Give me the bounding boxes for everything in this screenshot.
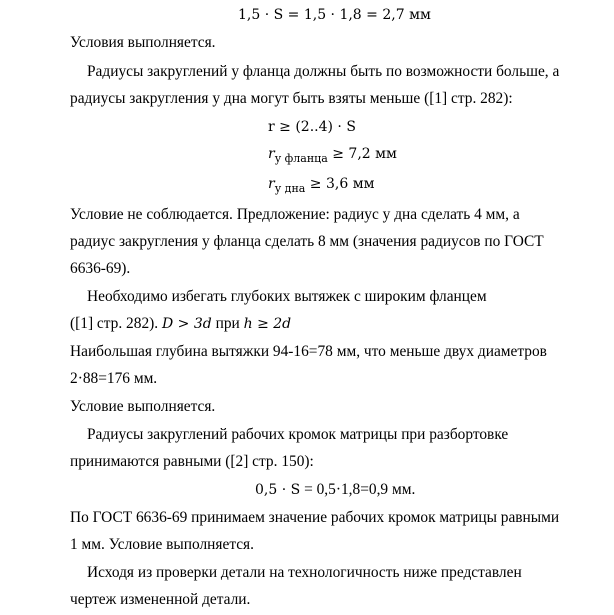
formula-radius-bottom <box>268 174 374 195</box>
formula-radius-flange <box>268 144 397 165</box>
reference-text: ([1] стр. 282). <box>70 315 159 332</box>
paragraph-proposal-line1: Условие не соблюдается. Предложение: радиус у дна сделать 4 мм, а <box>70 206 520 223</box>
paragraph-proposal-line2: радиус закругления у фланца сделать 8 мм (значения радиусов по ГОСТ <box>70 233 544 250</box>
formula-die-radius-math: 0,5 · S <box>255 482 301 498</box>
paragraph-depth-line1: Наибольшая глубина вытяжки 94-16=78 мм, что меньше двух диаметров <box>70 343 547 360</box>
formula-die-radius-value: = 0,5·1,8=0,9 мм. <box>304 481 416 498</box>
paragraph-conclusion-line1: Исходя из проверки детали на технологичность ниже представлен <box>87 564 522 581</box>
subscript-bottom: у дна <box>274 182 306 195</box>
formula-height-ratio: h ≥ 2d <box>243 316 292 332</box>
value-bottom: ≥ 3,6 мм <box>309 176 375 192</box>
paragraph-conclusion-line2: чертеж измененной детали. <box>70 591 251 608</box>
paragraph-deep-draw-line1: Необходимо избегать глубоких вытяжек с широким фланцем <box>87 288 487 305</box>
paragraph-depth-line2: 2·88=176 мм. <box>70 370 158 387</box>
formula-thickness-check: 1,5 · S = 1,5 · 1,8 = 2,7 мм <box>238 7 431 23</box>
formula-diameter-ratio: D > 3d <box>161 316 212 332</box>
subscript-flange: у фланца <box>274 152 328 165</box>
paragraph-proposal-line3: 6636-69). <box>70 260 131 277</box>
paragraph-die-radii-line2: принимаются равными ([2] стр. 150): <box>70 453 314 470</box>
word-pri: при <box>215 315 240 332</box>
symbol-r: r <box>268 176 275 192</box>
formula-radius-range: r ≥ (2..4) · S <box>268 119 356 135</box>
paragraph-radii-line1: Радиусы закруглений у фланца должны быть по возможности больше, а <box>87 63 560 80</box>
symbol-r: r <box>268 146 275 162</box>
paragraph-condition-met: Условия выполняется. <box>70 34 216 51</box>
paragraph-gost-line2: 1 мм. Условие выполняется. <box>70 536 254 553</box>
paragraph-die-radii-line1: Радиусы закруглений рабочих кромок матрицы при разбортовке <box>87 426 509 443</box>
paragraph-deep-draw-line2 <box>70 314 291 334</box>
paragraph-radii-line2: радиусы закругления у дна могут быть взяты меньше ([1] стр. 282): <box>70 90 513 107</box>
paragraph-condition-met-2: Условие выполняется. <box>70 398 216 415</box>
formula-die-radius <box>255 480 415 500</box>
paragraph-gost-line1: По ГОСТ 6636-69 принимаем значение рабочих кромок матрицы равными <box>70 509 560 526</box>
value-flange: ≥ 7,2 мм <box>332 146 397 162</box>
